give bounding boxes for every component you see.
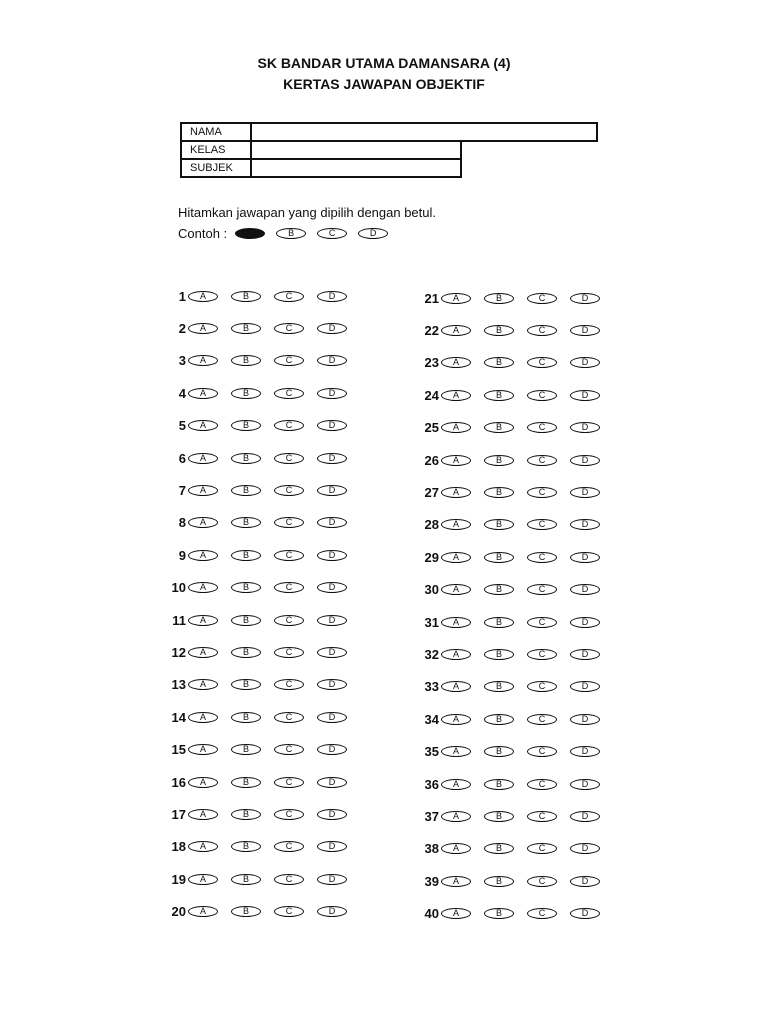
question-row [160,482,360,498]
answer-options [441,876,613,887]
question-row [160,742,360,758]
answer-bubble-c[interactable]: C [274,712,304,723]
question-row [413,322,613,338]
answer-bubble-b[interactable]: B [484,649,514,660]
answer-bubble-c[interactable]: C [274,744,304,755]
answer-bubble-a[interactable]: A [441,843,471,854]
question-row [160,418,360,434]
question-row [160,677,360,693]
answer-options [441,293,613,304]
answer-bubble-b[interactable]: B [231,517,261,528]
answer-options [188,906,360,917]
answer-bubble-a[interactable]: A [441,390,471,401]
example-bubble-c: C [317,228,347,239]
example-bubble-a: A [235,228,265,239]
answer-bubble-b[interactable]: B [484,843,514,854]
answer-options [441,584,613,595]
answer-options [188,647,360,658]
answer-bubble-a[interactable]: A [441,293,471,304]
answer-bubble-b[interactable]: B [231,582,261,593]
answer-bubble-c[interactable]: C [274,615,304,626]
example-bubble-d: D [358,228,388,239]
answer-bubble-b[interactable]: B [484,422,514,433]
answer-bubble-c[interactable]: C [274,388,304,399]
question-row [413,387,613,403]
answer-bubble-d[interactable]: D [570,908,600,919]
subjek-field[interactable] [251,159,461,177]
question-number: 39 [424,873,439,889]
answer-options [188,777,360,788]
question-row [413,679,613,695]
answer-bubble-c[interactable]: C [527,519,557,530]
answer-bubble-c[interactable]: C [274,679,304,690]
answer-options [188,323,360,334]
answer-bubble-c[interactable]: C [274,420,304,431]
question-number: 33 [424,679,439,695]
answer-options [188,841,360,852]
question-number: 6 [178,450,186,466]
kelas-field[interactable] [251,141,461,159]
answer-bubble-c[interactable]: C [527,908,557,919]
answer-bubble-d[interactable]: D [317,485,347,496]
question-number: 28 [424,517,439,533]
answer-bubble-d[interactable]: D [570,487,600,498]
question-number: 18 [171,839,186,855]
answer-bubble-b[interactable]: B [484,487,514,498]
answer-bubble-c[interactable]: C [274,809,304,820]
answer-bubble-a[interactable]: A [441,714,471,725]
answer-options [441,357,613,368]
answer-bubble-b[interactable]: B [231,453,261,464]
question-number: 12 [171,644,186,660]
answer-bubble-a[interactable]: A [188,777,218,788]
answer-bubble-d[interactable]: D [317,291,347,302]
answer-bubble-c[interactable]: C [274,550,304,561]
question-row [160,709,360,725]
answer-bubble-c[interactable]: C [527,584,557,595]
answer-bubble-d[interactable]: D [317,841,347,852]
answer-bubble-d[interactable]: D [317,615,347,626]
student-info-table [180,122,598,178]
answer-bubble-d[interactable]: D [570,876,600,887]
question-row [160,612,360,628]
answer-bubble-a[interactable]: A [188,615,218,626]
answer-bubble-c[interactable]: C [527,422,557,433]
answer-bubble-b[interactable]: B [231,809,261,820]
answer-bubble-a[interactable]: A [188,550,218,561]
answer-options [441,422,613,433]
answer-bubble-c[interactable]: C [274,874,304,885]
question-number: 16 [171,774,186,790]
answer-bubble-d[interactable]: D [317,550,347,561]
answer-bubble-c[interactable]: C [527,843,557,854]
answer-bubble-b[interactable]: B [484,325,514,336]
answer-bubble-b[interactable]: B [484,617,514,628]
question-row [413,290,613,306]
question-row [413,776,613,792]
question-row [413,420,613,436]
answer-options [441,746,613,757]
answer-bubble-d[interactable]: D [317,323,347,334]
question-number: 38 [424,841,439,857]
question-row [160,353,360,369]
answer-options [441,811,613,822]
question-number: 29 [424,549,439,565]
question-row [413,841,613,857]
answer-options [441,325,613,336]
answer-bubble-c[interactable]: C [527,325,557,336]
answer-bubble-a[interactable]: A [441,649,471,660]
answer-options [188,712,360,723]
subjek-label: SUBJEK [181,159,251,177]
answer-bubble-d[interactable]: D [317,453,347,464]
question-number: 31 [424,614,439,630]
question-row [160,871,360,887]
answer-bubble-a[interactable]: A [441,357,471,368]
answer-bubble-c[interactable]: C [274,453,304,464]
question-row [160,515,360,531]
answer-bubble-c[interactable]: C [527,681,557,692]
answer-bubble-a[interactable]: A [188,809,218,820]
question-row [160,385,360,401]
answer-options [188,388,360,399]
answer-options [441,779,613,790]
question-number: 25 [424,420,439,436]
answer-bubble-c[interactable]: C [274,777,304,788]
answer-bubble-d[interactable]: D [317,712,347,723]
answer-bubble-b[interactable]: B [231,291,261,302]
answer-options [441,908,613,919]
question-number: 19 [171,871,186,887]
answer-bubble-c[interactable]: C [527,876,557,887]
question-number: 3 [178,353,186,369]
question-row [413,517,613,533]
answer-bubble-c[interactable]: C [527,357,557,368]
question-row [413,582,613,598]
question-number: 4 [178,385,186,401]
answer-bubble-a[interactable]: A [188,323,218,334]
answer-options [188,485,360,496]
answer-bubble-c[interactable]: C [274,323,304,334]
answer-bubble-a[interactable]: A [188,453,218,464]
answer-bubble-d[interactable]: D [317,777,347,788]
answer-bubble-c[interactable]: C [527,390,557,401]
question-number: 13 [171,677,186,693]
answer-bubble-a[interactable]: A [188,712,218,723]
question-row [413,808,613,824]
answer-bubble-b[interactable]: B [231,647,261,658]
question-number: 5 [178,418,186,434]
question-number: 36 [424,776,439,792]
answer-options [441,552,613,563]
answer-options [188,550,360,561]
question-row [413,484,613,500]
answer-bubble-d[interactable]: D [317,906,347,917]
answer-bubble-d[interactable]: D [570,293,600,304]
answer-bubble-d[interactable]: D [317,809,347,820]
answer-options [441,455,613,466]
answer-bubble-c[interactable]: C [527,455,557,466]
answer-options [188,355,360,366]
answer-bubble-a[interactable]: A [441,519,471,530]
answer-bubble-a[interactable]: A [188,906,218,917]
question-number: 35 [424,744,439,760]
answer-bubble-d[interactable]: D [570,357,600,368]
answer-bubble-d[interactable]: D [570,714,600,725]
answer-bubble-d[interactable]: D [570,455,600,466]
answer-bubble-b[interactable]: B [484,714,514,725]
answer-options [441,714,613,725]
question-row [160,320,360,336]
answer-options [188,809,360,820]
answer-bubble-c[interactable]: C [274,582,304,593]
answer-bubble-b[interactable]: B [484,584,514,595]
answer-bubble-a[interactable]: A [441,779,471,790]
question-row [413,646,613,662]
question-number: 37 [424,808,439,824]
answer-bubble-b[interactable]: B [484,746,514,757]
answer-bubble-b[interactable]: B [484,519,514,530]
answer-bubble-b[interactable]: B [484,681,514,692]
answer-bubble-a[interactable]: A [188,517,218,528]
answer-bubble-b[interactable]: B [231,679,261,690]
blank-cell [461,159,597,177]
question-row [160,839,360,855]
question-row [413,355,613,371]
answer-bubble-b[interactable]: B [484,455,514,466]
answer-bubble-c[interactable]: C [527,811,557,822]
answer-bubble-b[interactable]: B [231,388,261,399]
answer-bubble-d[interactable]: D [570,617,600,628]
question-number: 20 [171,904,186,920]
answer-bubble-a[interactable]: A [441,325,471,336]
answer-bubble-d[interactable]: D [317,744,347,755]
answer-bubble-d[interactable]: D [317,420,347,431]
question-number: 15 [171,742,186,758]
answer-bubble-c[interactable]: C [527,779,557,790]
question-number: 24 [424,387,439,403]
answer-bubble-c[interactable]: C [274,485,304,496]
answer-bubble-b[interactable]: B [231,906,261,917]
answer-bubble-d[interactable]: D [570,811,600,822]
answer-options [188,874,360,885]
answer-bubble-b[interactable]: B [484,908,514,919]
example-row [178,226,399,241]
question-row [160,547,360,563]
answer-bubble-a[interactable]: A [188,744,218,755]
answer-bubble-d[interactable]: D [570,552,600,563]
answer-bubble-a[interactable]: A [441,617,471,628]
answer-bubble-a[interactable]: A [188,582,218,593]
answer-bubble-d[interactable]: D [317,355,347,366]
answer-bubble-d[interactable]: D [317,388,347,399]
question-number: 22 [424,322,439,338]
answer-bubble-a[interactable]: A [441,422,471,433]
answer-bubble-b[interactable]: B [231,712,261,723]
answer-bubble-a[interactable]: A [188,841,218,852]
answer-bubble-a[interactable]: A [188,291,218,302]
school-name: SK BANDAR UTAMA DAMANSARA (4) [257,55,511,71]
answer-bubble-d[interactable]: D [570,649,600,660]
question-row [160,904,360,920]
answer-options [188,453,360,464]
answer-bubble-b[interactable]: B [231,550,261,561]
answer-bubble-c[interactable]: C [274,906,304,917]
question-number: 40 [424,906,439,922]
answer-bubble-a[interactable]: A [188,874,218,885]
question-number: 32 [424,646,439,662]
answer-bubble-c[interactable]: C [274,517,304,528]
question-number: 23 [424,355,439,371]
answer-options [441,843,613,854]
answer-options [441,617,613,628]
answer-bubble-d[interactable]: D [317,679,347,690]
question-number: 11 [172,612,186,628]
answer-bubble-b[interactable]: B [484,390,514,401]
answer-bubble-c[interactable]: C [274,647,304,658]
answer-options [441,649,613,660]
question-number: 17 [171,806,186,822]
question-row [160,580,360,596]
question-row [413,744,613,760]
answer-bubble-b[interactable]: B [484,811,514,822]
question-number: 8 [178,515,186,531]
question-row [160,450,360,466]
answer-bubble-d[interactable]: D [570,422,600,433]
question-row [413,711,613,727]
answer-bubble-d[interactable]: D [317,647,347,658]
answer-bubble-b[interactable]: B [484,552,514,563]
answer-options [188,679,360,690]
answer-bubble-a[interactable]: A [441,584,471,595]
answer-options [441,390,613,401]
answer-bubble-d[interactable]: D [317,582,347,593]
answer-bubble-a[interactable]: A [188,388,218,399]
answer-bubble-b[interactable]: B [231,355,261,366]
answer-bubble-a[interactable]: A [441,455,471,466]
sheet-title: KERTAS JAWAPAN OBJEKTIF [283,76,485,92]
question-number: 10 [171,580,186,596]
answer-options [441,487,613,498]
answer-bubble-b[interactable]: B [484,779,514,790]
answer-bubble-a[interactable]: A [188,355,218,366]
answer-options [188,517,360,528]
question-number: 21 [424,290,439,306]
answer-bubble-d[interactable]: D [570,843,600,854]
answer-bubble-b[interactable]: B [231,485,261,496]
answer-bubble-c[interactable]: C [527,714,557,725]
question-row [160,644,360,660]
answer-bubble-a[interactable]: A [188,647,218,658]
answer-bubble-a[interactable]: A [441,811,471,822]
answer-bubble-d[interactable]: D [317,874,347,885]
answer-options [188,744,360,755]
instruction-text: Hitamkan jawapan yang dipilih dengan betul. [178,205,437,220]
answer-bubble-d[interactable]: D [570,746,600,757]
answer-bubble-b[interactable]: B [231,744,261,755]
question-row [413,614,613,630]
answer-bubble-d[interactable]: D [570,681,600,692]
question-number: 30 [424,582,439,598]
answer-bubble-c[interactable]: C [274,291,304,302]
question-row [160,806,360,822]
nama-field[interactable] [251,123,597,141]
question-row [413,452,613,468]
question-row [413,873,613,889]
question-row [160,288,360,304]
nama-label: NAMA [181,123,251,141]
answer-bubble-a[interactable]: A [441,552,471,563]
answer-options [188,420,360,431]
answer-bubble-a[interactable]: A [441,876,471,887]
answer-bubble-d[interactable]: D [570,325,600,336]
question-number: 2 [178,320,186,336]
answer-bubble-d[interactable]: D [570,779,600,790]
answer-bubble-c[interactable]: C [527,293,557,304]
answer-bubble-b[interactable]: B [231,777,261,788]
answer-bubble-a[interactable]: A [441,681,471,692]
answer-bubble-b[interactable]: B [484,357,514,368]
answer-bubble-a[interactable]: A [188,420,218,431]
example-label: Contoh : [178,226,228,241]
answer-options [441,681,613,692]
question-number: 9 [178,547,186,563]
answer-bubble-a[interactable]: A [188,679,218,690]
answer-bubble-c[interactable]: C [274,841,304,852]
answer-bubble-d[interactable]: D [570,519,600,530]
question-number: 34 [424,711,439,727]
answer-bubble-b[interactable]: B [231,323,261,334]
answer-bubble-a[interactable]: A [188,485,218,496]
answer-bubble-d[interactable]: D [570,584,600,595]
answer-bubble-b[interactable]: B [231,874,261,885]
question-number: 27 [424,484,439,500]
question-number: 14 [171,709,186,725]
example-bubble-b: B [276,228,306,239]
question-row [413,906,613,922]
answer-bubble-a[interactable]: A [441,487,471,498]
answer-bubble-b[interactable]: B [484,293,514,304]
answer-bubble-c[interactable]: C [527,746,557,757]
answer-options [188,291,360,302]
example-bubbles [235,228,399,239]
answer-bubble-d[interactable]: D [317,517,347,528]
kelas-label: KELAS [181,141,251,159]
question-number: 7 [178,482,186,498]
question-number: 1 [178,288,186,304]
answer-bubble-c[interactable]: C [527,487,557,498]
question-row [160,774,360,790]
answer-bubble-c[interactable]: C [527,649,557,660]
answer-options [441,519,613,530]
question-number: 26 [424,452,439,468]
blank-cell [461,141,597,159]
answer-bubble-b[interactable]: B [484,876,514,887]
answer-options [188,615,360,626]
answer-bubble-c[interactable]: C [527,617,557,628]
answer-bubble-c[interactable]: C [274,355,304,366]
answer-bubble-c[interactable]: C [527,552,557,563]
answer-bubble-b[interactable]: B [231,615,261,626]
answer-bubble-a[interactable]: A [441,746,471,757]
question-row [413,549,613,565]
answer-bubble-b[interactable]: B [231,841,261,852]
answer-bubble-a[interactable]: A [441,908,471,919]
answer-options [188,582,360,593]
answer-bubble-d[interactable]: D [570,390,600,401]
answer-bubble-b[interactable]: B [231,420,261,431]
